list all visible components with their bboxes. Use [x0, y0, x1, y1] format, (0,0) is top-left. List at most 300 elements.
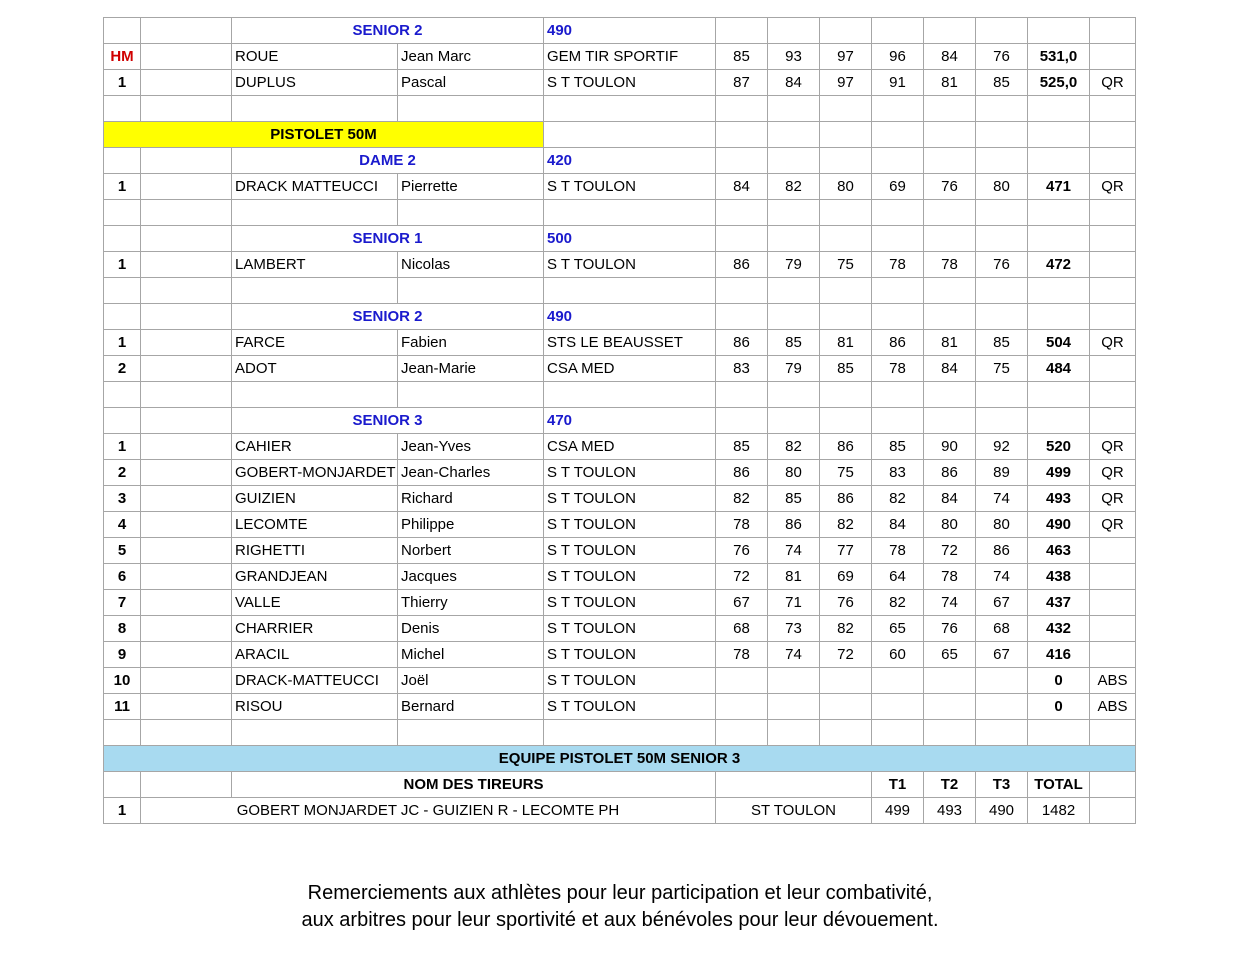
series-score: 75 [820, 460, 872, 486]
series-score: 72 [716, 564, 768, 590]
team-club: ST TOULON [716, 798, 872, 824]
series-score: 78 [924, 564, 976, 590]
empty-cell [872, 18, 924, 44]
empty-cell [924, 226, 976, 252]
spacer-row [104, 720, 1136, 746]
empty-cell [872, 148, 924, 174]
empty-cell [768, 18, 820, 44]
empty-cell [141, 564, 232, 590]
series-score: 85 [976, 330, 1028, 356]
club: GEM TIR SPORTIF [544, 44, 716, 70]
spacer-row [104, 200, 1136, 226]
empty-cell [976, 226, 1028, 252]
club: S T TOULON [544, 590, 716, 616]
total-score: 463 [1028, 538, 1090, 564]
empty-cell [141, 486, 232, 512]
empty-cell [141, 304, 232, 330]
empty-cell [872, 304, 924, 330]
empty-cell [232, 96, 398, 122]
qualification-status [1090, 44, 1136, 70]
first-name: Jean Marc [398, 44, 544, 70]
series-score: 64 [872, 564, 924, 590]
empty-cell [544, 278, 716, 304]
empty-cell [820, 382, 872, 408]
athlete-row [104, 70, 1136, 96]
qualification-score: 470 [544, 408, 716, 434]
last-name: GOBERT-MONJARDET [232, 460, 398, 486]
empty-cell [872, 382, 924, 408]
series-score [820, 694, 872, 720]
rank: 2 [104, 460, 141, 486]
series-score: 73 [768, 616, 820, 642]
empty-cell [820, 278, 872, 304]
empty-cell [544, 200, 716, 226]
qualification-score: 490 [544, 18, 716, 44]
series-score: 67 [976, 590, 1028, 616]
empty-cell [141, 200, 232, 226]
series-score: 86 [924, 460, 976, 486]
empty-cell [232, 720, 398, 746]
series-score: 68 [976, 616, 1028, 642]
empty-cell [1028, 304, 1090, 330]
qualification-status: QR [1090, 512, 1136, 538]
empty-cell [976, 720, 1028, 746]
empty-cell [232, 278, 398, 304]
discipline-title-row [104, 122, 1136, 148]
athlete-row [104, 330, 1136, 356]
empty-cell [768, 278, 820, 304]
series-score: 97 [820, 70, 872, 96]
total-score: 493 [1028, 486, 1090, 512]
total-score: 490 [1028, 512, 1090, 538]
empty-cell [716, 148, 768, 174]
rank: 3 [104, 486, 141, 512]
series-score: 84 [872, 512, 924, 538]
empty-cell [1090, 304, 1136, 330]
empty-cell [1090, 408, 1136, 434]
empty-cell [1090, 278, 1136, 304]
club: S T TOULON [544, 512, 716, 538]
series-score: 84 [924, 486, 976, 512]
empty-cell [141, 148, 232, 174]
series-score: 74 [976, 486, 1028, 512]
series-score: 86 [716, 252, 768, 278]
empty-cell [768, 226, 820, 252]
empty-cell [1028, 18, 1090, 44]
empty-cell [398, 382, 544, 408]
empty-cell [141, 174, 232, 200]
empty-cell [1090, 382, 1136, 408]
series-score: 77 [820, 538, 872, 564]
total-score: 0 [1028, 668, 1090, 694]
series-score: 80 [976, 174, 1028, 200]
series-score: 72 [820, 642, 872, 668]
first-name: Thierry [398, 590, 544, 616]
empty-cell [141, 382, 232, 408]
empty-cell [976, 408, 1028, 434]
series-score: 74 [924, 590, 976, 616]
series-score: 74 [768, 642, 820, 668]
team-names-header: NOM DES TIREURS [232, 772, 716, 798]
total-score: 438 [1028, 564, 1090, 590]
empty-cell [104, 772, 141, 798]
last-name: ROUE [232, 44, 398, 70]
series-score: 85 [768, 330, 820, 356]
empty-cell [104, 408, 141, 434]
t2-header: T2 [924, 772, 976, 798]
series-score: 71 [768, 590, 820, 616]
total-score: 484 [1028, 356, 1090, 382]
empty-cell [768, 382, 820, 408]
series-score: 85 [716, 44, 768, 70]
series-score: 80 [924, 512, 976, 538]
empty-cell [141, 18, 232, 44]
series-score: 84 [924, 44, 976, 70]
empty-cell [924, 304, 976, 330]
first-name: Jean-Yves [398, 434, 544, 460]
empty-cell [1028, 148, 1090, 174]
last-name: GRANDJEAN [232, 564, 398, 590]
series-score: 82 [820, 512, 872, 538]
empty-cell [1090, 122, 1136, 148]
footer-line-1: Remerciements aux athlètes pour leur participation et leur combativité, [307, 882, 933, 904]
last-name: RIGHETTI [232, 538, 398, 564]
athlete-row [104, 434, 1136, 460]
empty-cell [104, 96, 141, 122]
series-score: 74 [976, 564, 1028, 590]
empty-cell [141, 252, 232, 278]
qualification-score: 420 [544, 148, 716, 174]
series-score: 60 [872, 642, 924, 668]
qualification-status: ABS [1090, 668, 1136, 694]
series-score: 76 [924, 174, 976, 200]
series-score: 85 [716, 434, 768, 460]
first-name: Richard [398, 486, 544, 512]
series-score: 84 [924, 356, 976, 382]
empty-cell [141, 642, 232, 668]
empty-cell [104, 18, 141, 44]
athlete-row [104, 174, 1136, 200]
empty-cell [1028, 382, 1090, 408]
total-score: 499 [1028, 460, 1090, 486]
empty-cell [924, 18, 976, 44]
series-score: 81 [820, 330, 872, 356]
footer-thanks [0, 880, 1240, 934]
series-score: 87 [716, 70, 768, 96]
series-score [768, 668, 820, 694]
category-header-row [104, 408, 1136, 434]
series-score [768, 694, 820, 720]
series-score [820, 668, 872, 694]
qualification-status [1090, 356, 1136, 382]
athlete-row [104, 356, 1136, 382]
empty-cell [872, 122, 924, 148]
series-score: 82 [872, 486, 924, 512]
first-name: Jean-Charles [398, 460, 544, 486]
empty-cell [544, 382, 716, 408]
club: S T TOULON [544, 174, 716, 200]
empty-cell [141, 70, 232, 96]
club: S T TOULON [544, 460, 716, 486]
empty-cell [1028, 200, 1090, 226]
empty-cell [232, 200, 398, 226]
series-score: 74 [768, 538, 820, 564]
footer-line-2: aux arbitres pour leur sportivité et aux bénévoles pour leur dévouement. [301, 909, 939, 931]
empty-cell [1028, 408, 1090, 434]
empty-cell [872, 720, 924, 746]
empty-cell [398, 278, 544, 304]
empty-cell [768, 408, 820, 434]
club: S T TOULON [544, 252, 716, 278]
category-name: SENIOR 1 [232, 226, 544, 252]
series-score: 75 [976, 356, 1028, 382]
athlete-row [104, 642, 1136, 668]
last-name: CAHIER [232, 434, 398, 460]
series-score: 80 [768, 460, 820, 486]
category-name: SENIOR 2 [232, 304, 544, 330]
empty-cell [104, 200, 141, 226]
series-score: 86 [976, 538, 1028, 564]
empty-cell [768, 304, 820, 330]
last-name: ARACIL [232, 642, 398, 668]
team-total: 1482 [1028, 798, 1090, 824]
qualification-status: QR [1090, 330, 1136, 356]
empty-cell [820, 226, 872, 252]
empty-cell [1090, 96, 1136, 122]
empty-cell [141, 434, 232, 460]
series-score: 82 [768, 434, 820, 460]
empty-cell [924, 382, 976, 408]
empty-cell [104, 382, 141, 408]
total-score: 471 [1028, 174, 1090, 200]
category-header-row [104, 304, 1136, 330]
series-score: 83 [716, 356, 768, 382]
empty-cell [141, 590, 232, 616]
empty-cell [141, 616, 232, 642]
empty-cell [716, 122, 768, 148]
empty-cell [1090, 226, 1136, 252]
series-score [976, 668, 1028, 694]
qualification-status: QR [1090, 174, 1136, 200]
discipline-title: PISTOLET 50M [104, 122, 544, 148]
series-score: 85 [820, 356, 872, 382]
total-score: 416 [1028, 642, 1090, 668]
athlete-row [104, 694, 1136, 720]
empty-cell [1028, 96, 1090, 122]
series-score [872, 694, 924, 720]
series-score: 69 [820, 564, 872, 590]
rank: 11 [104, 694, 141, 720]
spacer-row [104, 96, 1136, 122]
category-header-row [104, 148, 1136, 174]
qualification-status: QR [1090, 434, 1136, 460]
series-score: 80 [976, 512, 1028, 538]
empty-cell [976, 382, 1028, 408]
total-score: 0 [1028, 694, 1090, 720]
team-data-row [104, 798, 1136, 824]
empty-cell [716, 278, 768, 304]
qualification-status [1090, 564, 1136, 590]
qualification-status [1090, 252, 1136, 278]
team-rank: 1 [104, 798, 141, 824]
empty-cell [976, 200, 1028, 226]
empty-cell [141, 278, 232, 304]
series-score: 79 [768, 356, 820, 382]
series-score: 86 [768, 512, 820, 538]
empty-cell [104, 304, 141, 330]
empty-cell [1028, 226, 1090, 252]
empty-cell [1028, 278, 1090, 304]
club: S T TOULON [544, 538, 716, 564]
category-header-row [104, 226, 1136, 252]
empty-cell [820, 148, 872, 174]
team-title: EQUIPE PISTOLET 50M SENIOR 3 [104, 746, 1136, 772]
series-score: 78 [872, 356, 924, 382]
series-score [924, 668, 976, 694]
empty-cell [768, 720, 820, 746]
empty-cell [716, 18, 768, 44]
empty-cell [544, 96, 716, 122]
t3-header: T3 [976, 772, 1028, 798]
series-score: 92 [976, 434, 1028, 460]
empty-cell [768, 122, 820, 148]
series-score: 78 [924, 252, 976, 278]
series-score: 76 [820, 590, 872, 616]
empty-cell [716, 382, 768, 408]
team-t1: 499 [872, 798, 924, 824]
empty-cell [872, 200, 924, 226]
rank: HM [104, 44, 141, 70]
series-score: 78 [872, 252, 924, 278]
total-score: 504 [1028, 330, 1090, 356]
empty-cell [141, 668, 232, 694]
athlete-row [104, 460, 1136, 486]
series-score: 86 [820, 486, 872, 512]
empty-cell [1090, 798, 1136, 824]
rank: 2 [104, 356, 141, 382]
first-name: Joël [398, 668, 544, 694]
first-name: Bernard [398, 694, 544, 720]
empty-cell [104, 226, 141, 252]
series-score: 93 [768, 44, 820, 70]
empty-cell [141, 512, 232, 538]
team-title-row [104, 746, 1136, 772]
empty-cell [716, 304, 768, 330]
team-t2: 493 [924, 798, 976, 824]
first-name: Philippe [398, 512, 544, 538]
empty-cell [716, 408, 768, 434]
series-score: 75 [820, 252, 872, 278]
last-name: DUPLUS [232, 70, 398, 96]
empty-cell [820, 18, 872, 44]
first-name: Denis [398, 616, 544, 642]
club: S T TOULON [544, 642, 716, 668]
qualification-status [1090, 538, 1136, 564]
category-name: SENIOR 2 [232, 18, 544, 44]
club: S T TOULON [544, 70, 716, 96]
series-score [716, 694, 768, 720]
series-score: 84 [768, 70, 820, 96]
empty-cell [141, 96, 232, 122]
first-name: Jacques [398, 564, 544, 590]
series-score: 96 [872, 44, 924, 70]
club: S T TOULON [544, 616, 716, 642]
empty-cell [820, 720, 872, 746]
empty-cell [141, 226, 232, 252]
series-score: 78 [716, 512, 768, 538]
series-score [716, 668, 768, 694]
series-score: 83 [872, 460, 924, 486]
qualification-status: QR [1090, 486, 1136, 512]
series-score: 86 [820, 434, 872, 460]
empty-cell [924, 200, 976, 226]
rank: 1 [104, 252, 141, 278]
empty-cell [820, 200, 872, 226]
empty-cell [544, 720, 716, 746]
first-name: Nicolas [398, 252, 544, 278]
series-score: 86 [716, 330, 768, 356]
rank: 1 [104, 434, 141, 460]
empty-cell [1028, 122, 1090, 148]
series-score [976, 694, 1028, 720]
empty-cell [398, 96, 544, 122]
last-name: LECOMTE [232, 512, 398, 538]
empty-cell [232, 382, 398, 408]
series-score: 97 [820, 44, 872, 70]
total-score: 432 [1028, 616, 1090, 642]
empty-cell [1028, 720, 1090, 746]
empty-cell [141, 694, 232, 720]
qualification-status [1090, 590, 1136, 616]
series-score: 82 [716, 486, 768, 512]
last-name: DRACK-MATTEUCCI [232, 668, 398, 694]
total-score: 437 [1028, 590, 1090, 616]
athlete-row [104, 512, 1136, 538]
athlete-row [104, 538, 1136, 564]
last-name: GUIZIEN [232, 486, 398, 512]
empty-cell [544, 122, 716, 148]
team-header-row [104, 772, 1136, 798]
rank: 1 [104, 330, 141, 356]
series-score: 82 [872, 590, 924, 616]
athlete-row [104, 486, 1136, 512]
qualification-status: QR [1090, 70, 1136, 96]
qualification-score: 500 [544, 226, 716, 252]
empty-cell [141, 356, 232, 382]
empty-cell [1090, 200, 1136, 226]
first-name: Fabien [398, 330, 544, 356]
athlete-row [104, 590, 1136, 616]
total-score: 520 [1028, 434, 1090, 460]
team-t3: 490 [976, 798, 1028, 824]
empty-cell [924, 720, 976, 746]
qualification-status: ABS [1090, 694, 1136, 720]
series-score [872, 668, 924, 694]
series-score: 72 [924, 538, 976, 564]
empty-cell [976, 148, 1028, 174]
series-score: 89 [976, 460, 1028, 486]
empty-cell [716, 96, 768, 122]
series-score: 91 [872, 70, 924, 96]
rank: 5 [104, 538, 141, 564]
series-score: 65 [872, 616, 924, 642]
empty-cell [976, 122, 1028, 148]
rank: 4 [104, 512, 141, 538]
empty-cell [716, 200, 768, 226]
club: S T TOULON [544, 486, 716, 512]
empty-cell [141, 44, 232, 70]
empty-cell [1090, 18, 1136, 44]
